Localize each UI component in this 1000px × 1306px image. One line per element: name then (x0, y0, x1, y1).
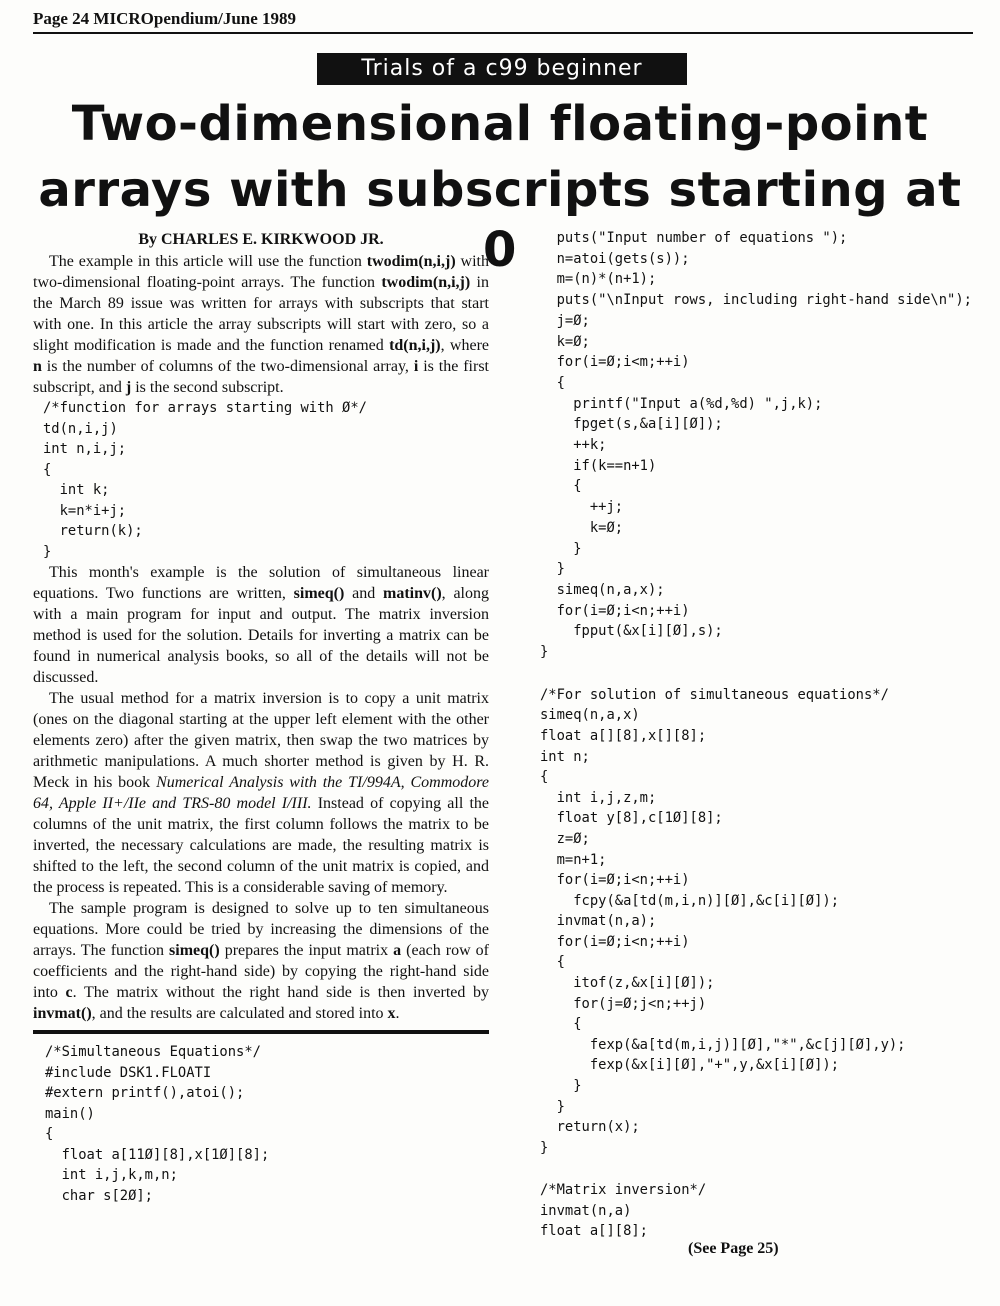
text-run: is the first subscript, and (33, 358, 490, 396)
left-column (33, 230, 489, 1206)
code-main-program-continued: puts("Input number of equations "); n=atoi(gets(s)); m=(n)*(n+1); puts("\nInput rows, including right-hand side\n"); j=Ø; k=Ø; for(i=Ø;i<m;++i) { printf("Input a(%d,%d) ",j,k); fpget(s,&a[i][Ø]); ++k; if(k==n+1) { ++j; k=Ø; } } simeq(n,a,x); for(i=Ø;i<n;++i) fpput(&x[i][Ø],s); } (540, 230, 972, 661)
right-column (540, 228, 980, 1242)
text-run: The sample program is designed to solve up to ten simultaneous equations. More could be tried by increasing the dimensions of the arrays. The function (33, 900, 489, 959)
text-run: The example in this article will use the function (49, 253, 367, 270)
bold-term: td(n,i,j) (389, 337, 441, 354)
text-run: with two-dimensional floating-point arrays. The function (33, 253, 489, 291)
bold-term: a (393, 942, 402, 959)
bold-term: simeq() (293, 585, 345, 602)
code-invmat-function: /*Matrix inversion*/ invmat(n,a) float a[][8]; (540, 1182, 707, 1240)
paragraph-4 (33, 898, 489, 1024)
paragraph-3 (33, 688, 489, 898)
bold-term: simeq() (169, 942, 220, 959)
column-kicker: Trials of a c99 beginner (317, 53, 687, 85)
bold-term: twodim(n,i,j) (366, 253, 456, 270)
text-run: Instead of copying all the columns of the unit matrix, the first column follows the matrix to be inverted, the necessary calculations are made, the resulting matrix is shifted to the left, the second column of the unit matrix is copied, and the process is repeated. This is a considerable saving of memory. (33, 795, 489, 896)
text-run: and (344, 585, 383, 602)
bold-term: n (33, 358, 42, 375)
text-run: , and the results are calculated and stored into (91, 1005, 388, 1022)
header-rule (33, 32, 973, 34)
text-run: . The matrix without the right hand side is then inverted by (72, 984, 489, 1001)
bold-term: twodim(n,i,j) (381, 274, 471, 291)
code-td-function: /*function for arrays starting with Ø*/ td(n,i,j) int n,i,j; { int k; k=n*i+j; return(k); } (43, 400, 367, 560)
text-run: is the number of columns of the two-dimensional array, (41, 358, 414, 375)
code-main-program-start: /*Simultaneous Equations*/ #include DSK1.FLOATI #extern printf(),atoi(); main() { float a[11Ø][8],x[1Ø][8]; int i,j,k,m,n; char s[2Ø]; (45, 1044, 270, 1204)
page-header: Page 24 MICROpendium/June 1989 (33, 9, 297, 28)
text-run: This month's example is the solution of simultaneous linear equations. Two functions are written, (33, 564, 489, 602)
text-run: The usual method for a matrix inversion is to copy a unit matrix (ones on the diagonal starting at the upper left element with the other elements zero) after the given matrix, then swap the two matrices by arithmetic manipulations. A much shorter method is given by H. R. Meck in his book (33, 690, 489, 791)
bold-term: j (125, 379, 132, 396)
byline: By CHARLES E. KIRKWOOD JR. (138, 231, 384, 248)
text-run: in the March 89 issue was written for arrays with subscripts that start with one. In this article the array subscripts will start with zero, so a slight modification is made and the function renamed (33, 274, 490, 354)
headline-line-2: arrays with subscripts starting at 0 (38, 162, 962, 278)
paragraph-1 (33, 251, 489, 398)
text-run: prepares the input matrix (219, 942, 394, 959)
text-run: . (395, 1005, 400, 1022)
book-title: Numerical Analysis with the TI/994A, Commodore 64, Apple II+/IIe and TRS-80 model I/III. (33, 774, 490, 812)
text-run: , where (440, 337, 490, 354)
bold-term: matinv() (383, 585, 442, 602)
code-simeq-function: /*For solution of simultaneous equations*/ simeq(n,a,x) float a[][8],x[][8]; int n; { int i,j,z,m; float y[8],c[1Ø][8]; z=Ø; m=n+1; for(i=Ø;i<n;++i) fcpy(&a[td(m,i,n)][Ø],&c[i][Ø]); invmat(n,a); for(i=Ø;i<n;++i) { itof(z,&x[i][Ø]); for(j=Ø;j<n;++j) { fexp(&a[td(m,i,j)][Ø],"*",&c[j][Ø],y); fexp(&x[i][Ø],"+",y,&x[i][Ø]); } } return(x); } (540, 686, 906, 1156)
bold-term: i (413, 358, 419, 375)
continued-note: (See Page 25) (688, 1240, 779, 1257)
text-run: (each row of coefficients and the right-hand side) by copying the right-hand side into (33, 942, 490, 1001)
text-run: is the second subscript. (131, 379, 284, 396)
text-run: , along with a main program for input and output. The matrix inversion method is used for the solution. Details for inverting a matrix can be found in numerical analysis books, so all of the details will not be discussed. (33, 585, 490, 686)
bold-term: invmat() (33, 1005, 92, 1022)
bold-term: c (65, 984, 73, 1001)
paragraph-2 (33, 562, 489, 688)
bold-term: x (387, 1005, 396, 1022)
headline-line-1: Two-dimensional floating-point (71, 96, 929, 152)
listing-divider (33, 1030, 489, 1034)
